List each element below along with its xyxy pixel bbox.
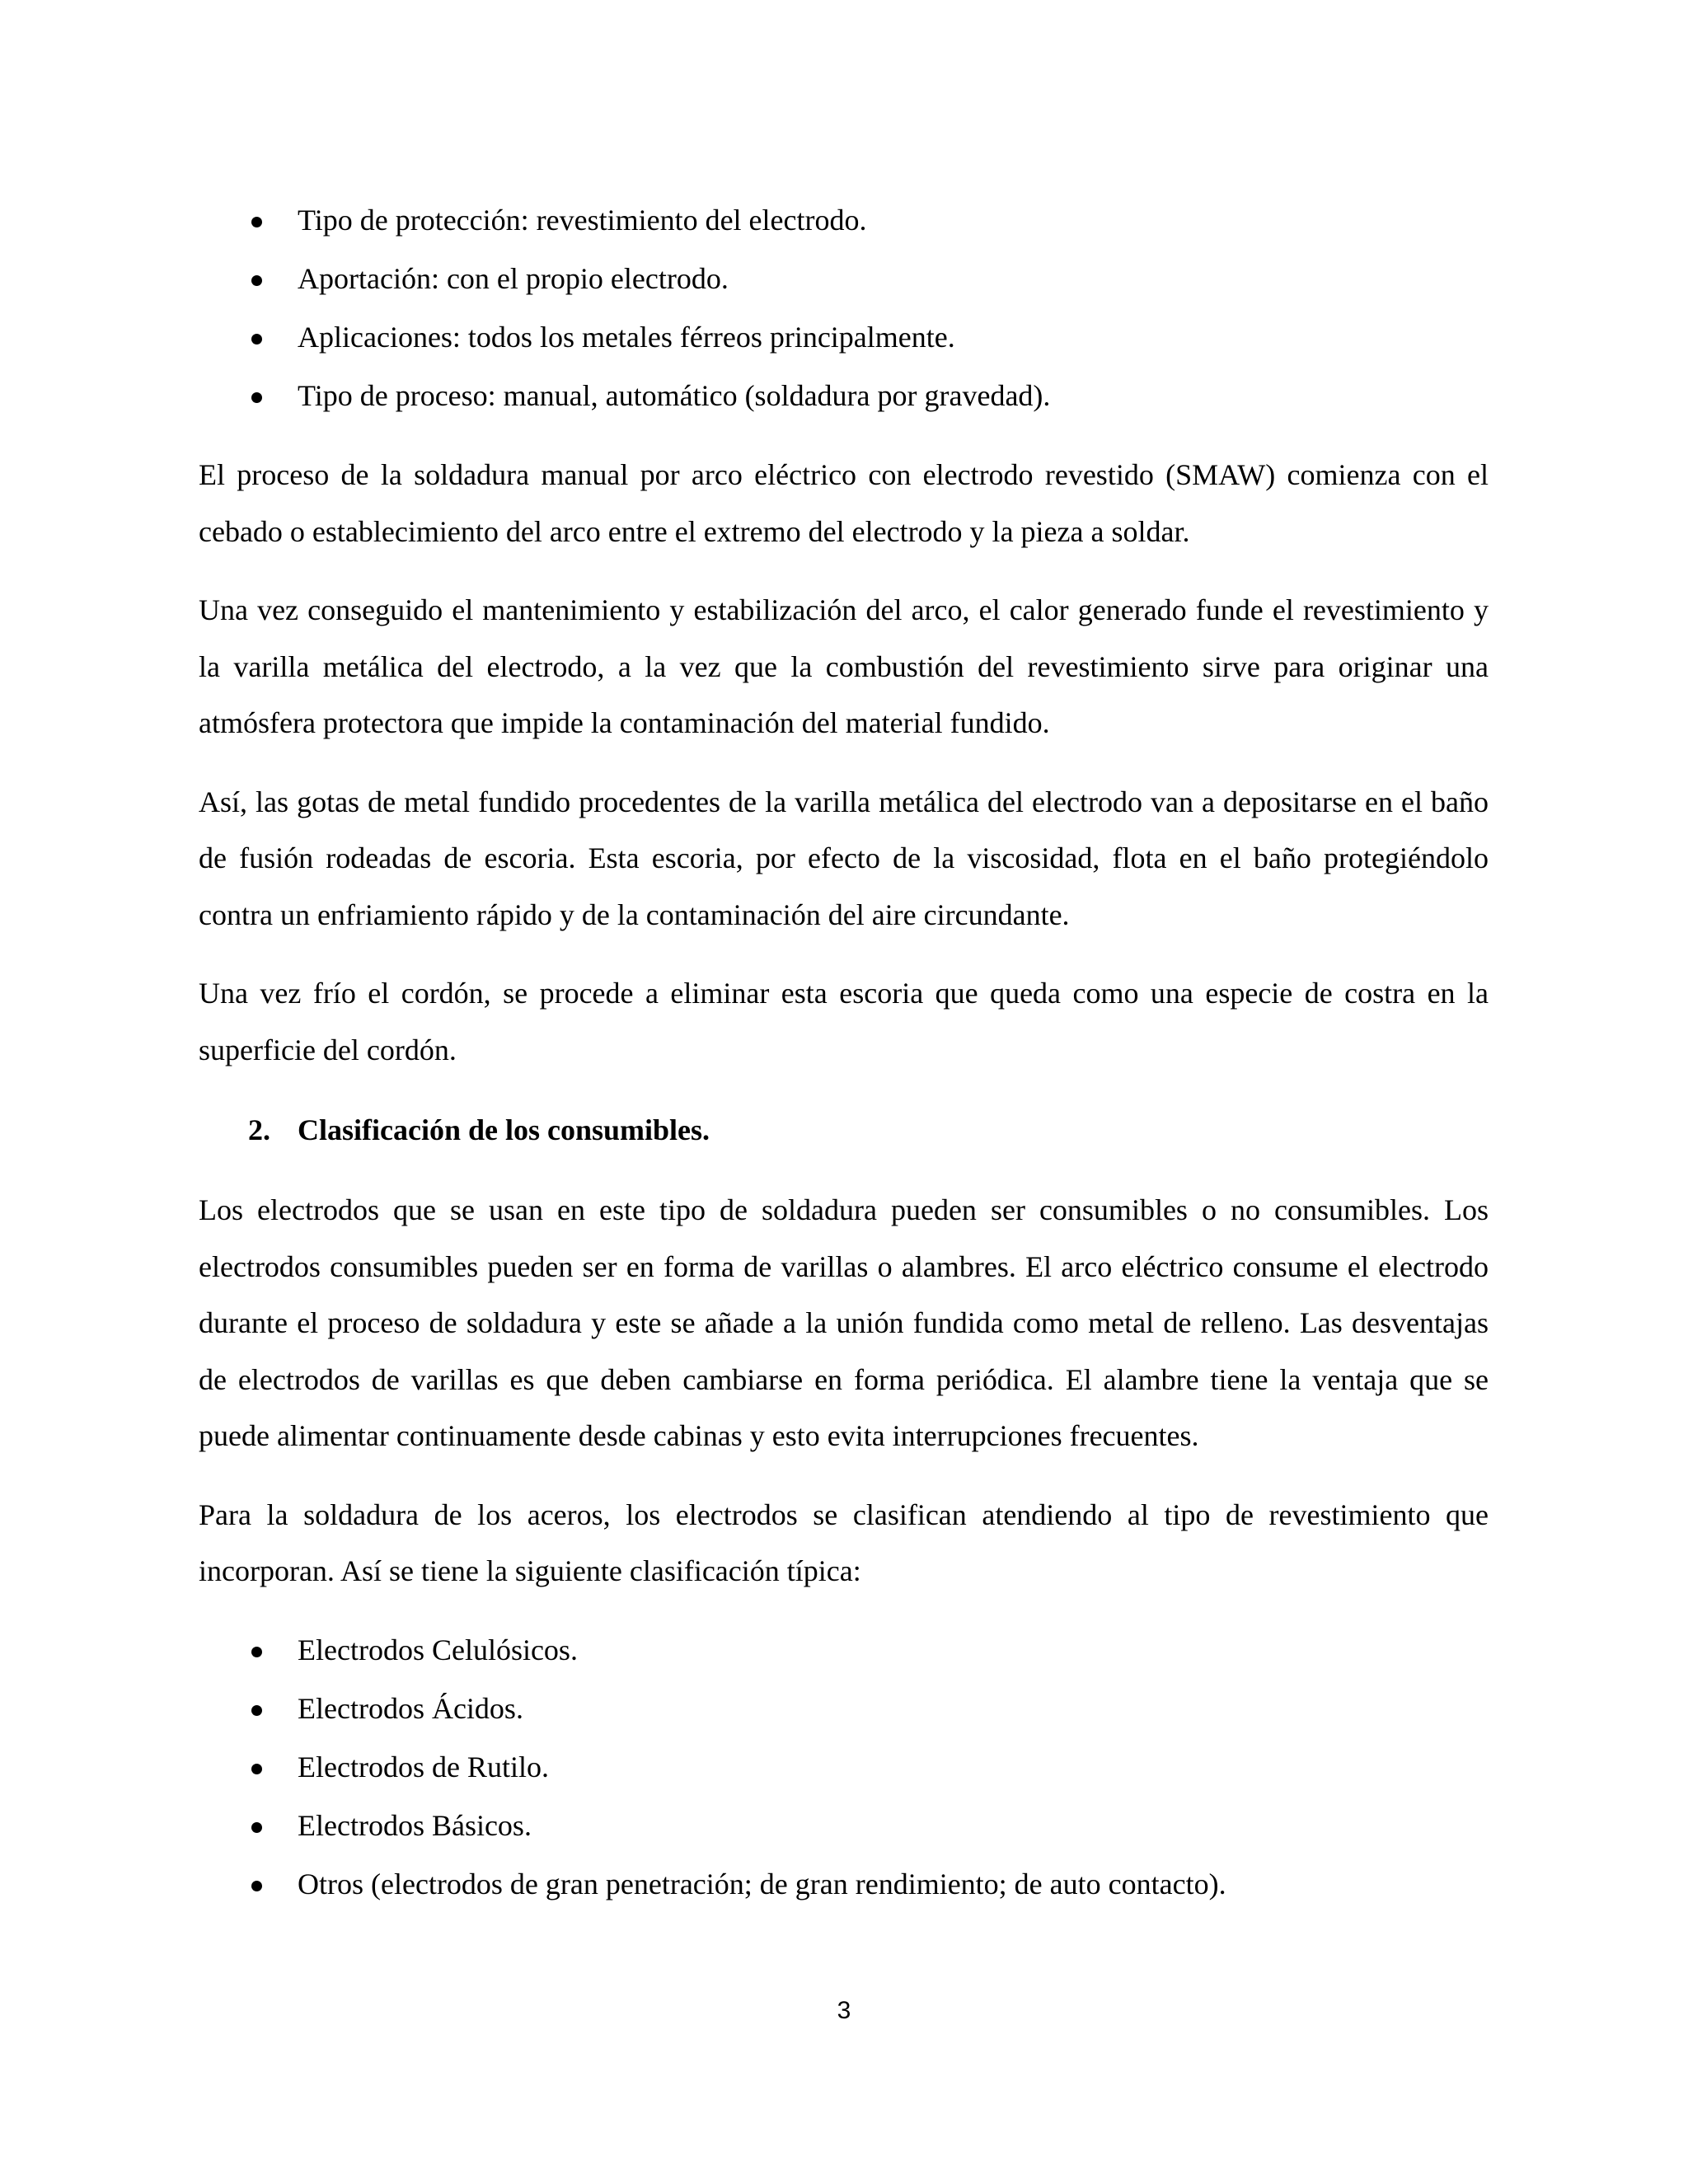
bullet-list-electrode-types [199,1621,1489,1914]
list-item-text: Electrodos Ácidos. [298,1691,523,1725]
bullet-icon [251,1822,262,1833]
paragraph-slag-removal: Una vez frío el cordón, se procede a eliminar esta escoria que queda como una especie de costra en la superficie del cordón. [199,977,1489,1066]
list-item [199,1855,1489,1914]
bullet-icon [251,217,262,227]
section-heading [199,1100,1489,1160]
list-item-text: Tipo de protección: revestimiento del electrodo. [298,204,867,237]
paragraph-slag-protection: Así, las gotas de metal fundido procedentes de la varilla metálica del electrodo van a depositarse en el baño de fusión rodeadas de escoria. Esta escoria, por efecto de la viscosidad, flota en el baño protegiéndolo contra un enfriamiento rápido y de la contaminación del aire circundante. [199,785,1489,931]
list-item [199,367,1489,425]
list-item [199,250,1489,308]
list-item-text: Tipo de proceso: manual, automático (soldadura por gravedad). [298,379,1051,412]
bullet-icon [251,1764,262,1774]
list-item-text: Electrodos Básicos. [298,1808,532,1842]
bullet-icon [251,275,262,286]
bullet-icon [251,392,262,403]
list-item [199,1738,1489,1797]
bullet-icon [251,1647,262,1657]
bullet-icon [251,334,262,344]
list-item-text: Electrodos de Rutilo. [298,1750,549,1783]
list-item [199,1797,1489,1855]
list-item-text: Aportación: con el propio electrodo. [298,262,729,295]
list-item [199,191,1489,250]
bullet-list-process-properties [199,191,1489,425]
list-item [199,308,1489,367]
list-item [199,1680,1489,1738]
page-number: 3 [837,1997,851,2024]
paragraph-arc-stabilization: Una vez conseguido el mantenimiento y estabilización del arco, el calor generado funde el revestimiento y la varilla metálica del electrodo, a la vez que la combustión del revestimiento sirve para originar una atmósfera protectora que impide la contaminación del material fundido. [199,593,1489,739]
list-item-text: Electrodos Celulósicos. [298,1633,578,1666]
paragraph-smaw-start: El proceso de la soldadura manual por arco eléctrico con electrodo revestido (SMAW) comienza con el cebado o establecimiento del arco entre el extremo del electrodo y la pieza a soldar. [199,458,1489,548]
list-item-text: Aplicaciones: todos los metales férreos principalmente. [298,321,955,354]
section-title: Clasificación de los consumibles. [298,1113,710,1146]
bullet-icon [251,1705,262,1716]
paragraph-steel-classification: Para la soldadura de los aceros, los electrodos se clasifican atendiendo al tipo de revestimiento que incorporan. Así se tiene la siguiente clasificación típica: [199,1497,1489,1587]
list-item-text: Otros (electrodos de gran penetración; de gran rendimiento; de auto contacto). [298,1867,1226,1900]
list-item [199,1621,1489,1680]
bullet-icon [251,1881,262,1891]
page-content [199,191,1489,1914]
paragraph-consumable-electrodes: Los electrodos que se usan en este tipo de soldadura pueden ser consumibles o no consumibles. Los electrodos consumibles pueden ser en forma de varillas o alambres. El arco eléctrico consume el electrodo durante el proceso de soldadura y este se añade a la unión fundida como metal de relleno. Las desventajas de electrodos de varillas es que deben cambiarse en forma periódica. El alambre tiene la ventaja que se puede alimentar continuamente desde cabinas y esto evita interrupciones frecuentes. [199,1193,1489,1452]
section-number: 2. [248,1113,270,1146]
